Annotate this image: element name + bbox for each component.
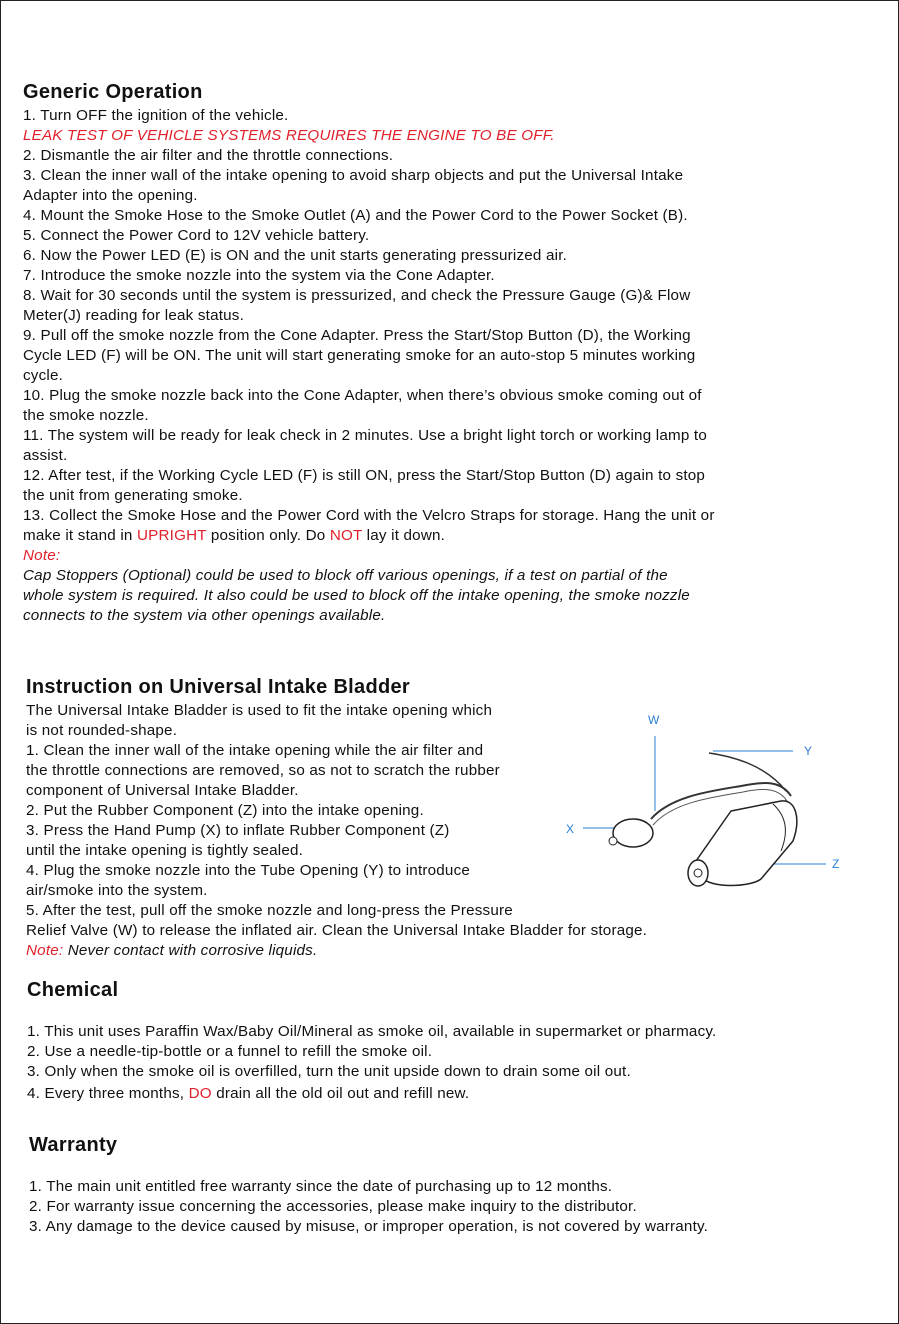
step-line-upright [23, 526, 715, 546]
step-line: 12. After test, if the Working Cycle LED (F) is still ON, press the Start/Stop Button (D) again to stop [23, 467, 706, 484]
bladder-line: 3. Press the Hand Pump (X) to inflate Rubber Component (Z) [26, 822, 450, 839]
step-line: 3. Clean the inner wall of the intake opening to avoid sharp objects and put the Universal Intake [23, 167, 684, 184]
bladder-line: Relief Valve (W) to release the inflated air. Clean the Universal Intake Bladder for storage. [26, 922, 648, 939]
bladder-line: air/smoke into the system. [26, 882, 208, 899]
bladder-section [26, 676, 647, 961]
step-line: the unit from generating smoke. [23, 487, 243, 504]
bladder-line: 1. Clean the inner wall of the intake opening while the air filter and [26, 742, 484, 759]
step-line: Adapter into the opening. [23, 187, 198, 204]
step-line: Meter(J) reading for leak status. [23, 307, 244, 324]
text-span: lay it down. [362, 527, 446, 544]
note-label: Note: [23, 547, 61, 564]
text-span: 4. Every three months, [27, 1085, 189, 1102]
intake-bladder-illustration [561, 701, 861, 901]
upright-emphasis: UPRIGHT [136, 527, 207, 544]
note-line: Cap Stoppers (Optional) could be used to block off various openings, if a test on partial of the [23, 567, 668, 584]
warranty-section [29, 1134, 708, 1237]
step-line: the smoke nozzle. [23, 407, 149, 424]
note-text: Never contact with corrosive liquids. [63, 942, 318, 959]
step-line: 7. Introduce the smoke nozzle into the system via the Cone Adapter. [23, 267, 495, 284]
step-line: 9. Pull off the smoke nozzle from the Cone Adapter. Press the Start/Stop Button (D), the Working [23, 327, 691, 344]
chemical-line: 1. This unit uses Paraffin Wax/Baby Oil/Mineral as smoke oil, available in supermarket or pharmacy. [27, 1023, 717, 1040]
bladder-title: Instruction on Universal Intake Bladder [26, 676, 411, 698]
bladder-line: until the intake opening is tightly sealed. [26, 842, 304, 859]
step-line: Cycle LED (F) will be ON. The unit will start generating smoke for an auto-stop 5 minutes working [23, 347, 696, 364]
warranty-line: 3. Any damage to the device caused by misuse, or improper operation, is not covered by warranty. [29, 1218, 709, 1235]
bladder-line: 5. After the test, pull off the smoke nozzle and long-press the Pressure [26, 902, 513, 919]
note-line: whole system is required. It also could be used to block off the intake opening, the smoke nozzle [23, 587, 690, 604]
chemical-line-do [27, 1084, 716, 1104]
note-label: Note: [26, 942, 64, 959]
bladder-line: The Universal Intake Bladder is used to fit the intake opening which [26, 702, 493, 719]
label-w: W [648, 713, 660, 727]
step-line: 5. Connect the Power Cord to 12V vehicle battery. [23, 227, 370, 244]
do-emphasis: DO [188, 1085, 212, 1102]
bladder-line: is not rounded-shape. [26, 722, 178, 739]
step-line: 6. Now the Power LED (E) is ON and the unit starts generating pressurized air. [23, 247, 568, 264]
chemical-line: 3. Only when the smoke oil is overfilled, turn the unit upside down to drain some oil out. [27, 1063, 631, 1080]
step-line: 4. Mount the Smoke Hose to the Smoke Outlet (A) and the Power Cord to the Power Socket (B). [23, 207, 688, 224]
step-line: 1. Turn OFF the ignition of the vehicle. [23, 107, 289, 124]
step-line: 10. Plug the smoke nozzle back into the Cone Adapter, when there’s obvious smoke coming out of [23, 387, 702, 404]
text-span: make it stand in [23, 527, 137, 544]
bladder-line: component of Universal Intake Bladder. [26, 782, 299, 799]
step-line: assist. [23, 447, 68, 464]
chemical-line: 2. Use a needle-tip-bottle or a funnel to refill the smoke oil. [27, 1043, 433, 1060]
generic-operation-title: Generic Operation [23, 81, 203, 103]
engine-off-warning: LEAK TEST OF VEHICLE SYSTEMS REQUIRES THE ENGINE TO BE OFF. [23, 127, 555, 144]
bladder-line: 2. Put the Rubber Component (Z) into the intake opening. [26, 802, 424, 819]
chemical-section [27, 979, 716, 1104]
warranty-title: Warranty [29, 1134, 118, 1156]
text-span: position only. Do [206, 527, 330, 544]
label-x: X [566, 822, 575, 836]
bladder-line: 4. Plug the smoke nozzle into the Tube Opening (Y) to introduce [26, 862, 471, 879]
not-emphasis: NOT [329, 527, 363, 544]
bladder-line: the throttle connections are removed, so as not to scratch the rubber [26, 762, 500, 779]
note-line: connects to the system via other openings available. [23, 607, 386, 624]
step-line: cycle. [23, 367, 64, 384]
step-line: 11. The system will be ready for leak check in 2 minutes. Use a bright light torch or working lamp to [23, 427, 707, 444]
bladder-note [26, 941, 647, 961]
label-z: Z [832, 857, 840, 871]
step-line: 13. Collect the Smoke Hose and the Power Cord with the Velcro Straps for storage. Hang the unit or [23, 507, 715, 524]
text-span: drain all the old oil out and refill new. [211, 1085, 470, 1102]
step-line: 8. Wait for 30 seconds until the system is pressurized, and check the Pressure Gauge (G)& Flow [23, 287, 691, 304]
generic-operation-section [23, 81, 715, 626]
step-line: 2. Dismantle the air filter and the throttle connections. [23, 147, 394, 164]
warranty-line: 1. The main unit entitled free warranty since the date of purchasing up to 12 months. [29, 1178, 613, 1195]
label-y: Y [804, 744, 813, 758]
chemical-title: Chemical [27, 979, 119, 1001]
warranty-line: 2. For warranty issue concerning the accessories, please make inquiry to the distributor. [29, 1198, 637, 1215]
